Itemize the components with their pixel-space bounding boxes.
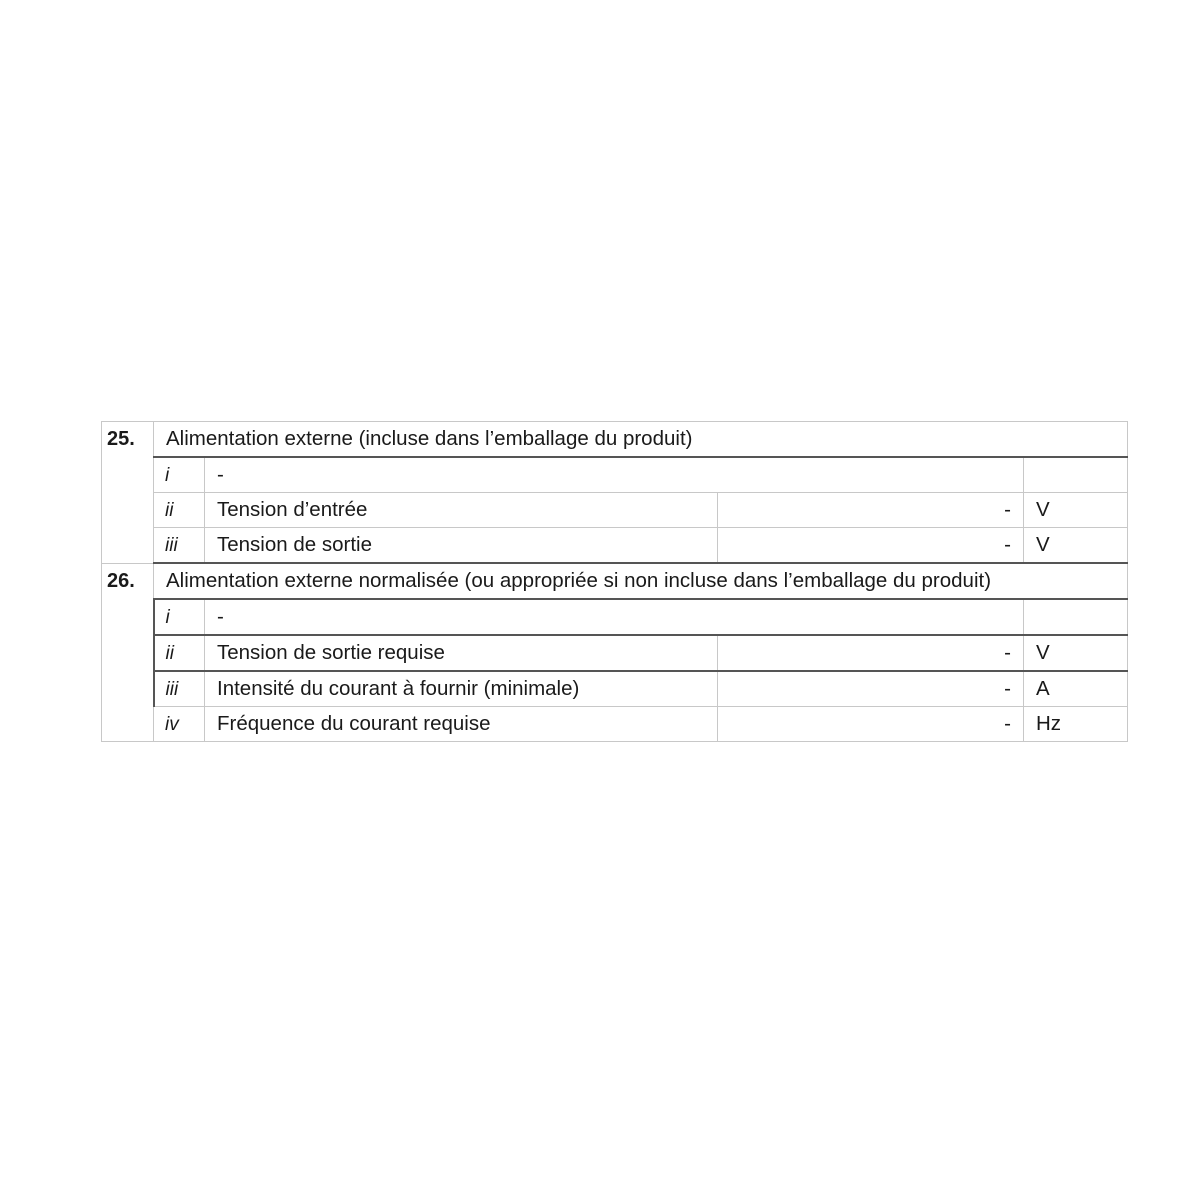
row-index: iii <box>154 671 205 707</box>
row-value: - <box>718 707 1024 742</box>
row-value: - <box>718 671 1024 707</box>
row-index: i <box>154 599 205 635</box>
row-index: iii <box>154 528 205 564</box>
table-row <box>102 599 1128 635</box>
specification-table <box>101 421 1128 742</box>
table-row <box>102 493 1128 528</box>
row-value: - <box>718 493 1024 528</box>
row-unit: A <box>1024 671 1128 707</box>
row-unit: V <box>1024 528 1128 564</box>
section-number: 25. <box>102 422 154 564</box>
row-value: - <box>718 635 1024 671</box>
row-label: Tension de sortie <box>205 528 718 564</box>
row-index: iv <box>154 707 205 742</box>
row-label: Fréquence du courant requise <box>205 707 718 742</box>
section-header-row <box>102 563 1128 599</box>
row-label: - <box>205 599 1024 635</box>
section-title: Alimentation externe (incluse dans l’emballage du produit) <box>154 422 1128 458</box>
table-row <box>102 528 1128 564</box>
row-unit <box>1024 457 1128 493</box>
table-row <box>102 457 1128 493</box>
row-value: - <box>718 528 1024 564</box>
row-index: i <box>154 457 205 493</box>
table-row <box>102 707 1128 742</box>
row-label: Tension d’entrée <box>205 493 718 528</box>
row-label: Intensité du courant à fournir (minimale) <box>205 671 718 707</box>
section-header-row <box>102 422 1128 458</box>
row-unit <box>1024 599 1128 635</box>
section-title: Alimentation externe normalisée (ou appropriée si non incluse dans l’emballage du produit) <box>154 563 1128 599</box>
row-unit: V <box>1024 493 1128 528</box>
section-number: 26. <box>102 563 154 742</box>
row-index: ii <box>154 635 205 671</box>
row-index: ii <box>154 493 205 528</box>
table-row <box>102 635 1128 671</box>
table-row <box>102 671 1128 707</box>
row-label: Tension de sortie requise <box>205 635 718 671</box>
row-unit: Hz <box>1024 707 1128 742</box>
row-label: - <box>205 457 1024 493</box>
row-unit: V <box>1024 635 1128 671</box>
